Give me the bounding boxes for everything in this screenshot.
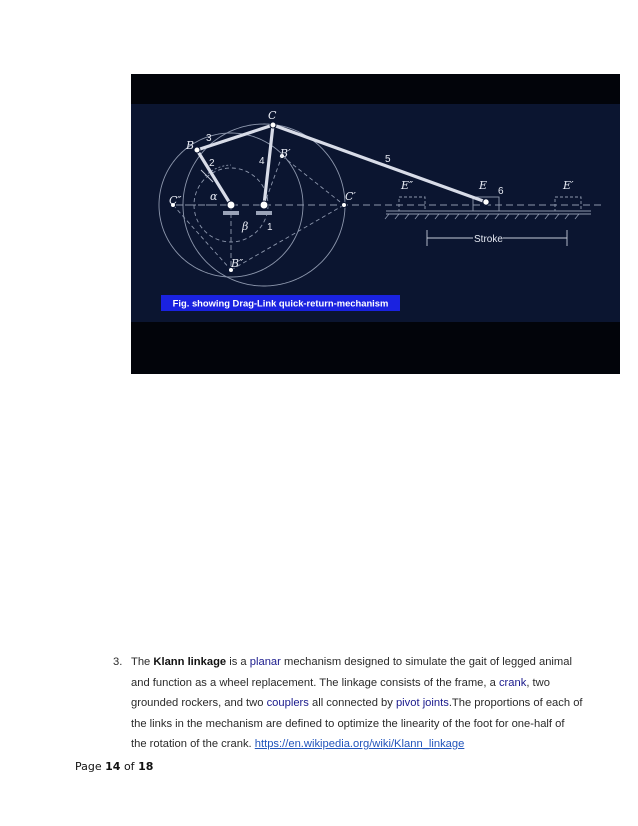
label-6: 6 <box>498 186 504 197</box>
label-stroke: Stroke <box>474 234 503 245</box>
page-total: 18 <box>138 760 154 773</box>
label-1: 1 <box>267 222 273 233</box>
label-b-dprime: B″ <box>231 257 244 270</box>
couplers-link[interactable]: couplers <box>266 697 309 709</box>
klann-term: Klann linkage <box>153 656 227 668</box>
label-3: 3 <box>206 133 212 144</box>
label-2: 2 <box>209 158 215 169</box>
label-b: B <box>186 139 195 152</box>
label-alpha: α <box>210 190 218 203</box>
page-number: 14 <box>105 760 121 773</box>
label-e: E <box>479 179 488 192</box>
label-c-dprime: C″ <box>169 194 182 207</box>
figure-caption: Fig. showing Drag-Link quick-return-mechanism <box>172 297 389 309</box>
list-number: 3. <box>113 656 123 668</box>
klann-paragraph: The Klann linkage is a planar mechanism designed to simulate the gait of legged animal and function as a wheel replacement. The linkage consists of the frame, a crank, two grounded rockers, and two couplers all connected by pivot joints.The proportions of each of the links in the mechanism are defined to optimize the linearity of the foot for one-half of the rotation of the crank. https://en.wikipedia.org/wiki/Klann_linkage <box>131 656 583 750</box>
label-b-prime: B′ <box>280 147 291 160</box>
page-footer: Page 14 of 18 <box>75 760 154 773</box>
label-e-dprime: E″ <box>401 179 414 192</box>
label-4: 4 <box>259 156 265 167</box>
label-c: C <box>268 109 277 122</box>
mechanism-diagram <box>131 74 620 374</box>
diagram-panel <box>131 104 620 322</box>
pivot-joints-link[interactable]: pivot joints <box>395 697 449 709</box>
label-beta: β <box>242 220 249 233</box>
planar-link[interactable]: planar <box>249 656 281 668</box>
crank-link[interactable]: crank <box>498 676 527 689</box>
label-5: 5 <box>385 154 391 165</box>
label-e-prime: E′ <box>563 179 574 192</box>
wikipedia-url-link[interactable]: https://en.wikipedia.org/wiki/Klann_linkage <box>254 738 465 750</box>
drag-link-figure <box>131 74 620 374</box>
label-c-prime: C′ <box>345 190 356 203</box>
